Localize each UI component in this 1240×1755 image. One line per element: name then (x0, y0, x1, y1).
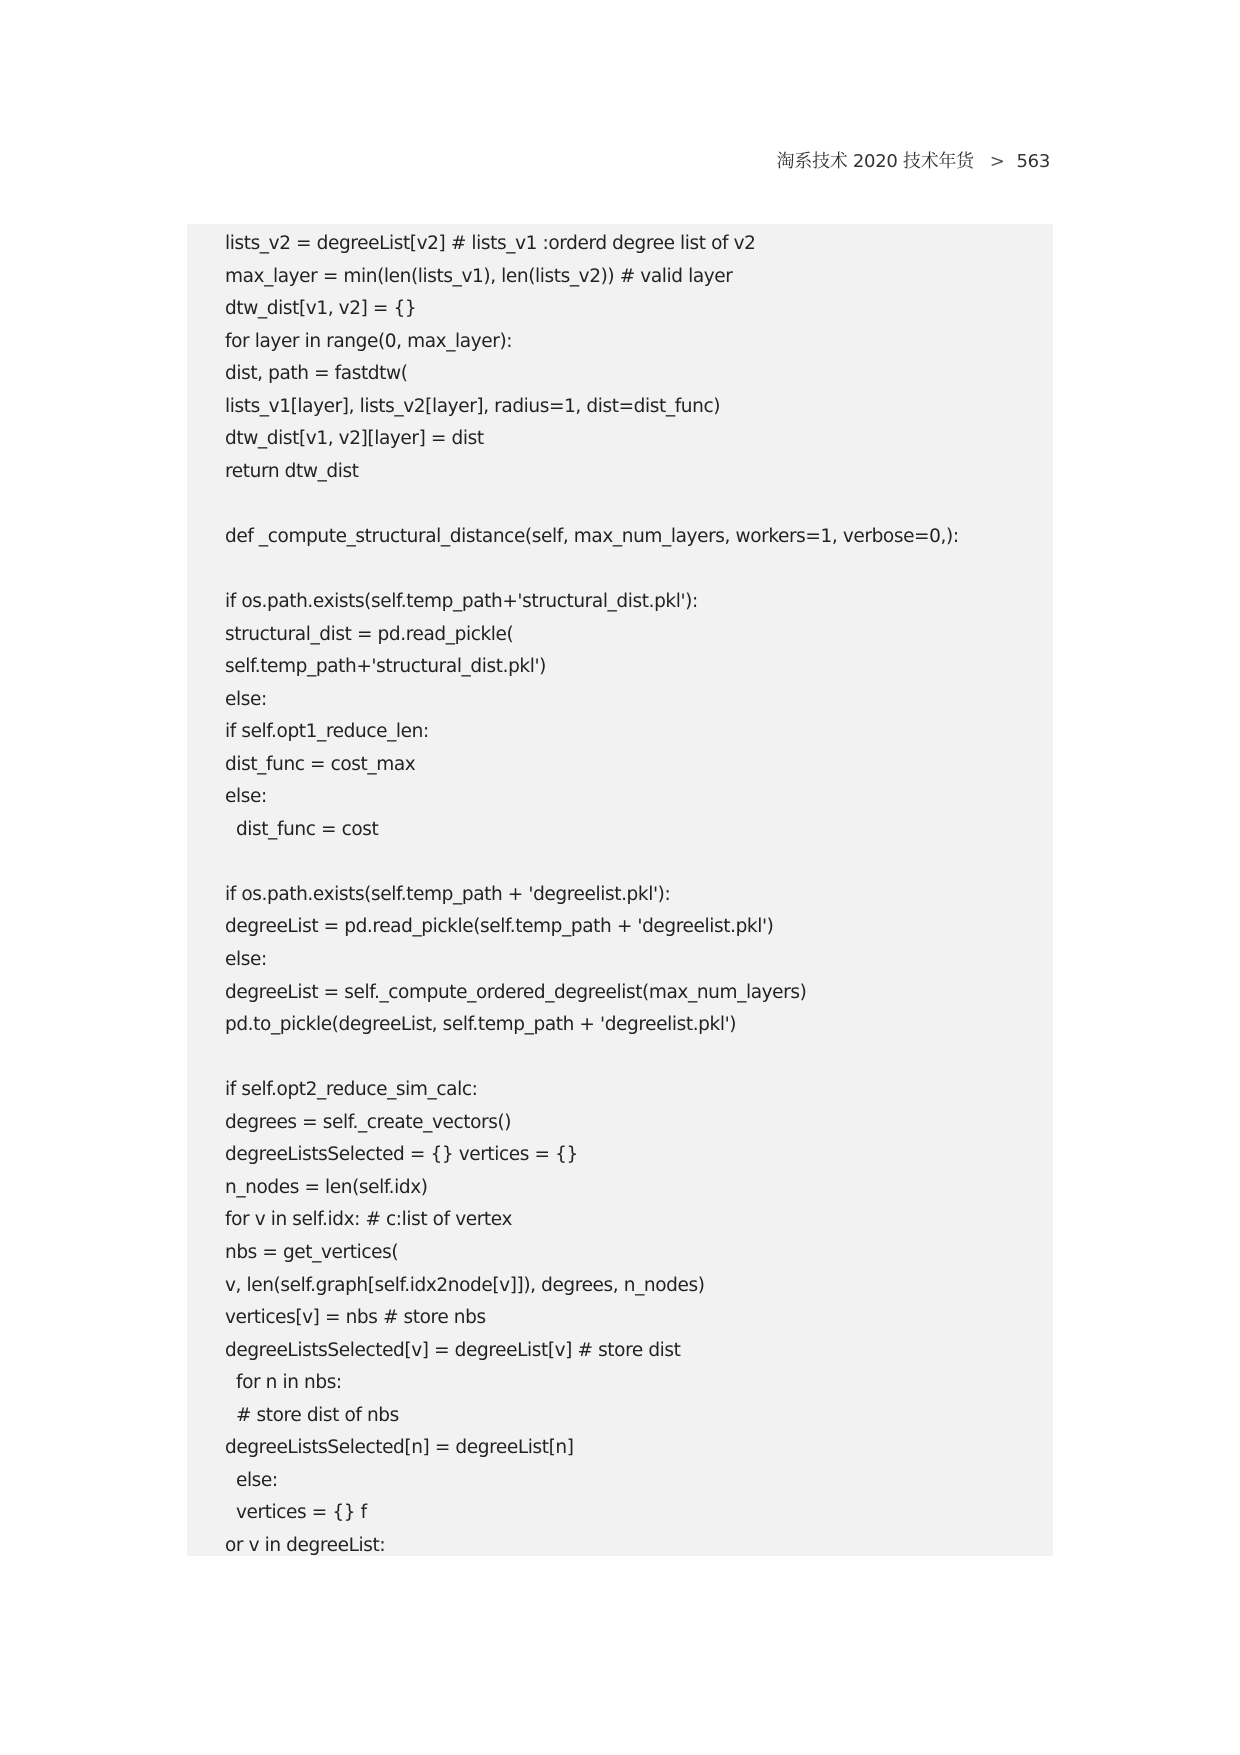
code-line: else: (225, 786, 267, 808)
code-line (225, 553, 1053, 586)
code-line: degreeListsSelected[n] = degreeList[n] (225, 1437, 574, 1459)
code-line: if os.path.exists(self.temp_path + 'degreelist.pkl'): (225, 883, 671, 905)
code-line: vertices[v] = nbs # store nbs (225, 1307, 486, 1329)
code-line: for n in nbs: (225, 1372, 342, 1394)
code-line: v, len(self.graph[self.idx2node[v]]), degrees, n_nodes) (225, 1274, 705, 1296)
code-line: def _compute_structural_distance(self, max_num_layers, workers=1, verbose=0,): (225, 525, 959, 547)
code-line: dist_func = cost_max (225, 753, 416, 775)
code-line: dist_func = cost (225, 818, 379, 840)
code-line: return dtw_dist (225, 460, 359, 482)
code-line: else: (225, 1469, 278, 1491)
code-line: structural_dist = pd.read_pickle( (225, 623, 514, 645)
code-line: pd.to_pickle(degreeList, self.temp_path + 'degreelist.pkl') (225, 1014, 737, 1036)
code-line: if self.opt1_reduce_len: (225, 721, 429, 743)
code-line: else: (225, 688, 267, 710)
code-line: degreeList = self._compute_ordered_degreelist(max_num_layers) (225, 981, 807, 1003)
code-line: degrees = self._create_vectors() (225, 1111, 512, 1133)
code-line: or v in degreeList: (225, 1534, 386, 1556)
code-line: # store dist of nbs (225, 1404, 399, 1426)
code-line: degreeListsSelected[v] = degreeList[v] # store dist (225, 1339, 681, 1361)
book-title: 淘系技术 2020 技术年货 (776, 151, 974, 172)
code-line (225, 846, 1053, 879)
code-line: for layer in range(0, max_layer): (225, 330, 513, 352)
code-line (225, 488, 1053, 521)
code-line (225, 1042, 1053, 1075)
header-separator: > (989, 151, 1005, 172)
code-line: dist, path = fastdtw( (225, 363, 408, 385)
code-line: degreeList = pd.read_pickle(self.temp_path + 'degreelist.pkl') (225, 916, 774, 938)
code-line: for v in self.idx: # c:list of vertex (225, 1209, 512, 1231)
code-line: vertices = {} f (225, 1502, 367, 1524)
code-line: dtw_dist[v1, v2][layer] = dist (225, 428, 484, 450)
code-line: n_nodes = len(self.idx) (225, 1176, 428, 1198)
code-line: lists_v1[layer], lists_v2[layer], radius=1, dist=dist_func) (225, 395, 721, 417)
page-number: 563 (1016, 151, 1050, 172)
code-line: if self.opt2_reduce_sim_calc: (225, 1079, 478, 1101)
code-line: lists_v2 = degreeList[v2] # lists_v1 :orderd degree list of v2 (225, 233, 756, 254)
code-line: nbs = get_vertices( (225, 1241, 399, 1263)
code-line: if os.path.exists(self.temp_path+'structural_dist.pkl'): (225, 591, 698, 613)
code-line: else: (225, 949, 267, 971)
code-line: degreeListsSelected = {} vertices = {} (225, 1144, 578, 1166)
code-line: self.temp_path+'structural_dist.pkl') (225, 656, 546, 678)
running-header (777, 150, 1050, 174)
code-line: max_layer = min(len(lists_v1), len(lists_v2)) # valid layer (225, 265, 733, 287)
code-line: dtw_dist[v1, v2] = {} (225, 298, 417, 320)
code-block (187, 224, 1053, 1556)
